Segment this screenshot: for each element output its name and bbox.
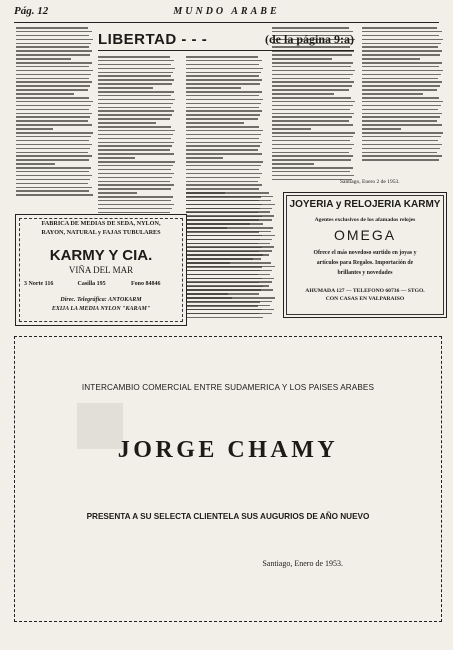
article-dateline: Santiago, Enero 2 de 1953.	[340, 179, 400, 185]
ad-address: 3 Norte 116	[24, 281, 54, 287]
print-line	[272, 128, 311, 130]
print-line	[186, 188, 259, 190]
print-line	[272, 93, 334, 95]
print-line	[98, 107, 171, 109]
print-line	[16, 175, 92, 177]
print-line	[362, 89, 437, 91]
print-line	[98, 208, 172, 210]
print-line	[98, 75, 171, 77]
print-line	[186, 231, 271, 233]
print-line	[16, 132, 93, 134]
print-line	[272, 136, 353, 138]
ad-address: AHUMADA 127 — TELEFONO 60736 — STGO.	[305, 288, 425, 294]
text-column-1	[16, 27, 94, 207]
print-line	[98, 130, 175, 132]
print-line	[186, 118, 258, 120]
print-line	[16, 54, 90, 56]
print-line	[186, 79, 262, 81]
print-line	[362, 101, 443, 103]
print-line	[186, 157, 223, 159]
print-line	[362, 132, 443, 134]
print-line	[362, 39, 443, 41]
print-line	[98, 181, 170, 183]
print-line	[272, 81, 354, 83]
print-line	[272, 167, 353, 169]
print-line	[16, 163, 55, 165]
print-line	[362, 27, 437, 29]
print-line	[16, 190, 89, 192]
print-line	[362, 93, 423, 95]
print-line	[16, 93, 74, 95]
print-line	[362, 128, 401, 130]
print-line	[16, 179, 90, 181]
print-line	[186, 142, 262, 144]
print-line	[186, 293, 228, 295]
print-line	[98, 114, 172, 116]
print-line	[98, 188, 171, 190]
print-line	[186, 64, 259, 66]
print-line	[16, 152, 88, 154]
print-line	[362, 120, 437, 122]
print-line	[272, 62, 353, 64]
print-line	[16, 105, 91, 107]
print-line	[16, 183, 88, 185]
print-line	[16, 187, 92, 189]
print-line	[272, 97, 351, 99]
print-line	[16, 85, 90, 87]
print-line	[16, 74, 91, 76]
karmy-hosiery-ad	[15, 214, 187, 326]
print-line	[272, 144, 354, 146]
print-line	[186, 200, 271, 202]
print-line	[186, 177, 260, 179]
print-line	[362, 81, 442, 83]
print-line	[16, 171, 89, 173]
ad-date: Santiago, Enero de 1953.	[262, 559, 343, 568]
print-line	[186, 75, 259, 77]
print-line	[186, 289, 273, 291]
print-line	[98, 56, 170, 58]
print-line	[186, 87, 241, 89]
print-line	[186, 285, 269, 287]
print-line	[98, 60, 174, 62]
print-line	[98, 161, 175, 163]
print-line	[272, 113, 354, 115]
print-line	[362, 66, 439, 68]
print-line	[362, 74, 441, 76]
print-line	[98, 138, 171, 140]
print-line	[186, 243, 270, 245]
print-line	[98, 110, 174, 112]
print-line	[16, 81, 92, 83]
print-line	[186, 281, 272, 283]
print-line	[272, 89, 349, 91]
headline-text: LIBERTAD - - -	[98, 31, 208, 48]
print-line	[186, 161, 263, 163]
print-line	[186, 130, 263, 132]
ad-telegraph: Direc. Telegráfica: ANTOKARM	[60, 297, 142, 303]
print-line	[16, 159, 89, 161]
print-line	[186, 227, 273, 229]
print-line	[98, 122, 156, 124]
ad-product-lines	[16, 220, 186, 237]
print-line	[16, 58, 71, 60]
ad-company-name: KARMY Y CIA.	[49, 247, 153, 264]
print-line	[186, 211, 270, 213]
ad-brand: OMEGA	[333, 227, 397, 243]
print-line	[362, 136, 441, 138]
print-line	[186, 219, 272, 221]
ad-branch: CON CASAS EN VALPARAISO	[325, 296, 405, 302]
print-line	[186, 126, 259, 128]
headline-rule	[98, 50, 354, 51]
print-line	[16, 128, 53, 130]
print-line	[186, 235, 275, 237]
print-line	[186, 246, 274, 248]
print-line	[98, 103, 173, 105]
print-line	[16, 27, 88, 29]
print-line	[98, 145, 172, 147]
print-line	[186, 278, 274, 280]
masthead: MUNDO ARABE	[173, 6, 280, 17]
print-line	[16, 46, 89, 48]
print-line	[98, 157, 135, 159]
print-line	[186, 145, 260, 147]
print-line	[186, 153, 262, 155]
print-line	[16, 167, 91, 169]
print-line	[186, 68, 263, 70]
print-line	[272, 74, 353, 76]
print-line	[362, 31, 442, 33]
print-line	[16, 66, 89, 68]
chamy-greeting-ad	[14, 336, 442, 622]
print-line	[272, 27, 349, 29]
print-line	[98, 91, 174, 93]
print-line	[362, 97, 439, 99]
print-line	[186, 192, 269, 194]
print-line	[362, 159, 439, 161]
continuation-note: (de la página 9:a)	[264, 32, 354, 46]
print-line	[98, 99, 175, 101]
print-line	[98, 196, 173, 198]
print-line	[186, 223, 250, 225]
print-line	[186, 274, 270, 276]
print-line	[186, 297, 275, 299]
print-line	[272, 78, 350, 80]
print-line	[16, 50, 92, 52]
print-line	[186, 239, 272, 241]
print-line	[186, 149, 258, 151]
ad-product-line-1: FABRICA DE MEDIAS DE SEDA, NYLON,	[41, 220, 161, 227]
print-line	[98, 142, 174, 144]
print-line	[16, 148, 90, 150]
print-line	[272, 159, 351, 161]
print-line	[186, 134, 261, 136]
print-line	[186, 91, 262, 93]
print-line	[186, 173, 262, 175]
print-line	[186, 83, 260, 85]
print-line	[362, 54, 440, 56]
print-line	[16, 116, 90, 118]
print-line	[186, 262, 271, 264]
ad-name: JORGE CHAMY	[117, 437, 339, 463]
ad-tagline: INTERCAMBIO COMERCIAL ENTRE SUDAMERICA Y LOS PAISES ARABES	[81, 383, 375, 392]
print-line	[272, 175, 354, 177]
print-line	[186, 165, 261, 167]
print-line	[98, 64, 171, 66]
print-line	[98, 204, 174, 206]
ad-product-line-2: RAYON, NATURAL y FAJAS TUBULARES	[41, 228, 161, 236]
print-line	[16, 89, 88, 91]
print-line	[98, 118, 170, 120]
print-line	[98, 173, 174, 175]
print-line	[186, 122, 244, 124]
print-line	[362, 113, 442, 115]
print-line	[272, 120, 349, 122]
print-line	[362, 62, 442, 64]
ad-box: Casilla 195	[77, 281, 106, 287]
print-line	[16, 120, 88, 122]
print-line	[186, 270, 272, 272]
print-line	[362, 155, 442, 157]
print-line	[16, 155, 92, 157]
print-line	[272, 109, 350, 111]
print-line	[272, 132, 355, 134]
omega-jewelry-ad	[283, 192, 447, 318]
print-line	[186, 95, 259, 97]
print-line	[272, 105, 353, 107]
print-line	[272, 163, 314, 165]
print-line	[186, 250, 272, 252]
ad-offer-line-1: Ofrece el más novedoso surtido en joyas y	[313, 250, 417, 256]
ad-contact-row	[24, 281, 178, 287]
print-line	[16, 62, 92, 64]
print-line	[362, 144, 442, 146]
print-line	[98, 165, 173, 167]
print-line	[16, 109, 89, 111]
ad-greeting: PRESENTA A SU SELECTA CLIENTELA SUS AUGURIOS DE AÑO NUEVO	[86, 512, 370, 521]
print-line	[98, 212, 170, 214]
print-line	[16, 70, 93, 72]
print-line	[186, 266, 275, 268]
print-line	[272, 116, 352, 118]
print-line	[98, 184, 174, 186]
print-line	[98, 177, 172, 179]
ad-address-block	[284, 287, 446, 303]
print-line	[272, 54, 352, 56]
print-line	[98, 72, 173, 74]
print-line	[272, 140, 350, 142]
print-line	[98, 95, 171, 97]
print-line	[272, 58, 332, 60]
text-column-4	[272, 27, 356, 189]
print-line	[16, 43, 91, 45]
ad-offer	[288, 248, 442, 278]
print-line	[16, 124, 92, 126]
print-line	[98, 83, 172, 85]
print-line	[16, 78, 89, 80]
print-line	[186, 204, 275, 206]
print-line	[362, 78, 438, 80]
print-line	[272, 101, 355, 103]
print-line	[362, 109, 438, 111]
print-line	[186, 215, 274, 217]
print-line	[362, 50, 442, 52]
print-line	[98, 200, 171, 202]
print-line	[362, 148, 440, 150]
print-line	[186, 305, 270, 307]
print-line	[16, 35, 89, 37]
print-line	[362, 85, 440, 87]
print-line	[98, 68, 175, 70]
print-line	[186, 103, 261, 105]
page-number: Pág. 12	[14, 5, 49, 17]
print-line	[16, 140, 89, 142]
print-line	[16, 136, 91, 138]
print-line	[186, 114, 260, 116]
print-line	[186, 138, 259, 140]
ad-agents: Agentes exclusivos de los afamados relojes	[314, 217, 416, 223]
print-line	[16, 97, 89, 99]
print-line	[362, 35, 439, 37]
ad-phone: Fono 84846	[131, 281, 161, 287]
print-line	[186, 196, 273, 198]
print-line	[186, 184, 262, 186]
ad-slogan: EXIJA LA MEDIA NYLON "KARAM"	[51, 305, 151, 312]
print-line	[272, 155, 353, 157]
print-line	[362, 46, 438, 48]
print-line	[16, 31, 92, 33]
ad-store-title: JOYERIA y RELOJERIA KARMY	[289, 199, 441, 210]
print-line	[186, 56, 258, 58]
print-line	[362, 116, 440, 118]
print-line	[98, 169, 171, 171]
print-line	[16, 101, 93, 103]
print-line	[98, 126, 171, 128]
print-line	[362, 58, 420, 60]
print-line	[362, 152, 437, 154]
print-line	[186, 258, 253, 260]
print-line	[362, 43, 441, 45]
print-line	[98, 87, 153, 89]
print-line	[272, 70, 355, 72]
print-line	[186, 309, 274, 311]
print-line	[98, 79, 174, 81]
print-line	[186, 313, 272, 315]
print-line	[186, 301, 272, 303]
print-line	[272, 171, 350, 173]
print-line	[186, 181, 258, 183]
running-header	[14, 5, 439, 21]
print-line	[186, 107, 259, 109]
article-headline	[98, 31, 354, 49]
print-line	[98, 149, 170, 151]
print-line	[186, 110, 262, 112]
ad-offer-line-2: artículos para Regalos. Importación de	[316, 260, 414, 266]
print-line	[186, 72, 261, 74]
print-line	[362, 70, 443, 72]
print-line	[186, 99, 263, 101]
ad-offer-line-3: brillantes y novedades	[337, 270, 393, 276]
print-line	[16, 113, 92, 115]
print-line	[362, 124, 442, 126]
print-line	[16, 39, 93, 41]
ad-city: VIÑA DEL MAR	[68, 265, 134, 275]
ad-footer	[16, 296, 186, 313]
text-column-5	[362, 27, 444, 177]
print-line	[272, 85, 352, 87]
print-line	[362, 140, 438, 142]
text-column-6	[186, 192, 276, 324]
print-line	[272, 124, 353, 126]
print-line	[186, 60, 262, 62]
print-line	[186, 254, 269, 256]
print-line	[272, 148, 352, 150]
print-line	[16, 144, 92, 146]
print-line	[186, 208, 272, 210]
print-line	[186, 169, 259, 171]
header-rule	[14, 22, 439, 23]
print-line	[272, 66, 351, 68]
print-line	[16, 194, 93, 196]
print-line	[362, 105, 441, 107]
print-line	[98, 134, 173, 136]
print-line	[98, 192, 137, 194]
print-line	[98, 153, 174, 155]
print-line	[272, 152, 349, 154]
